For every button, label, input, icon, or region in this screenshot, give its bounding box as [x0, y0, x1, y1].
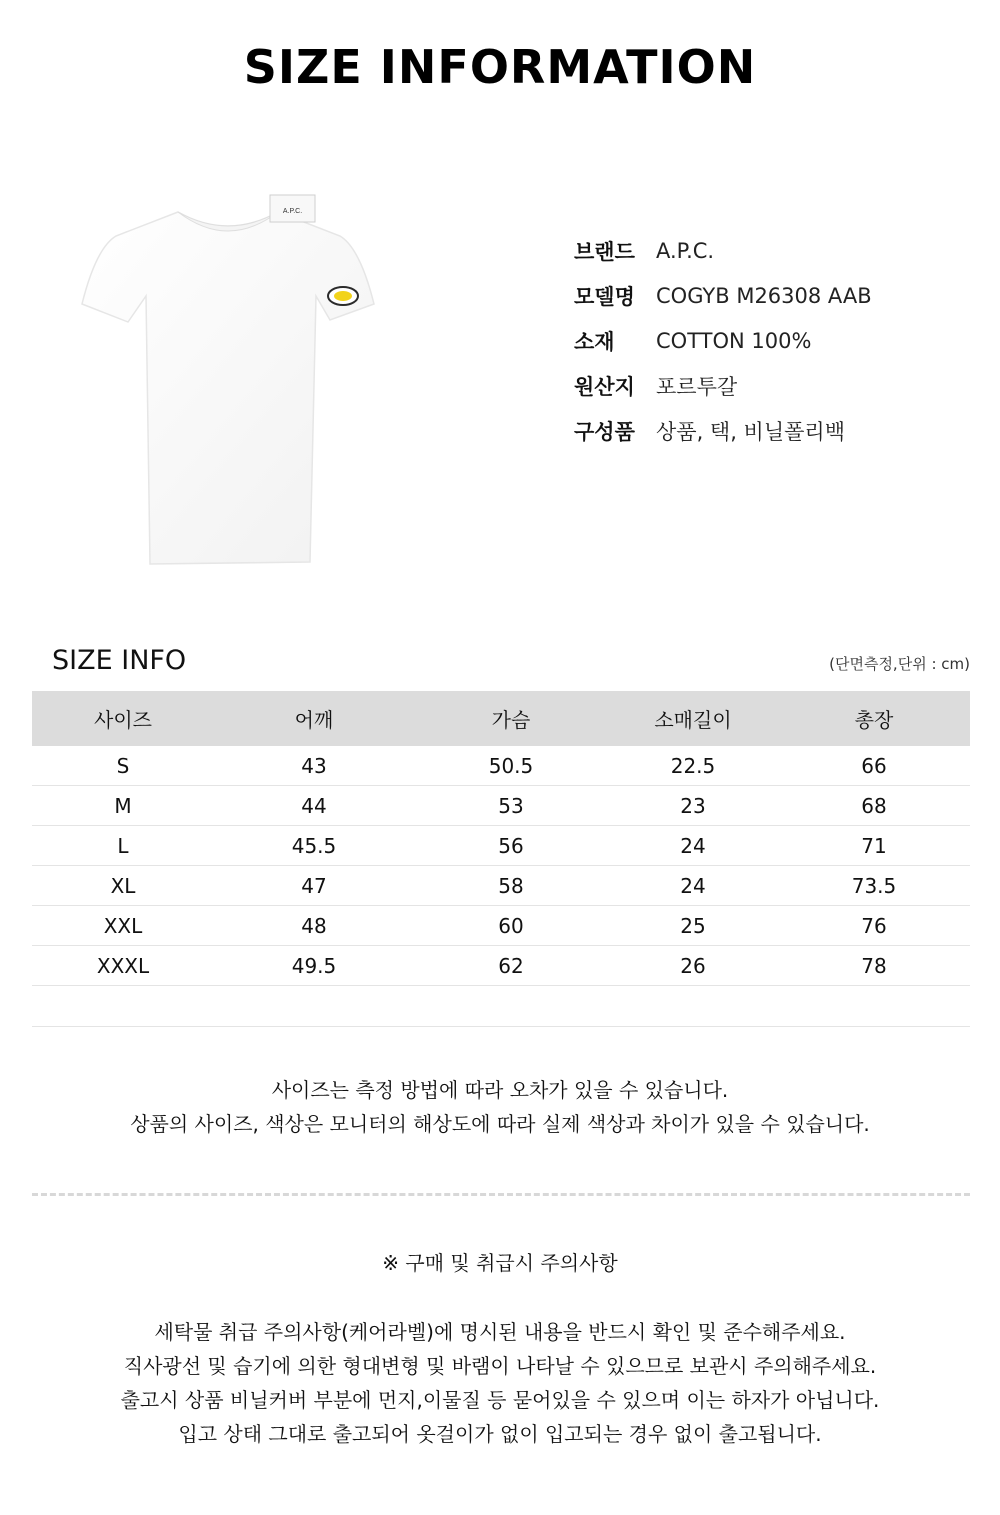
info-value: 포르투갈 — [656, 374, 738, 399]
table-cell: 68 — [778, 786, 970, 826]
care-line: 출고시 상품 비닐커버 부분에 먼지,이물질 등 묻어있을 수 있으며 이는 하자가 아닙니다. — [120, 1388, 880, 1412]
header-chest: 가슴 — [414, 691, 608, 746]
tshirt-product-image — [78, 192, 378, 572]
header-length: 총장 — [778, 691, 970, 746]
table-cell: 23 — [608, 786, 778, 826]
table-cell: S — [32, 746, 214, 786]
table-bottom-divider — [32, 1026, 970, 1027]
info-row-material — [574, 318, 872, 363]
table-cell: 78 — [778, 946, 970, 986]
info-row-brand — [574, 228, 872, 273]
table-cell: XXL — [32, 906, 214, 946]
table-cell: 53 — [414, 786, 608, 826]
table-cell: 73.5 — [778, 866, 970, 906]
table-row — [32, 946, 970, 986]
info-value: COGYB M26308 AAB — [656, 283, 872, 308]
table-cell: 24 — [608, 866, 778, 906]
table-cell: 25 — [608, 906, 778, 946]
table-cell: 49.5 — [214, 946, 414, 986]
care-line: 입고 상태 그대로 출고되어 옷걸이가 없이 입고되는 경우 없이 출고됩니다. — [178, 1422, 822, 1446]
table-cell: 60 — [414, 906, 608, 946]
header-sleeve: 소매길이 — [608, 691, 778, 746]
table-cell: 62 — [414, 946, 608, 986]
table-cell: 50.5 — [414, 746, 608, 786]
table-cell: XXXL — [32, 946, 214, 986]
header-shoulder: 어깨 — [214, 691, 414, 746]
table-cell: 43 — [214, 746, 414, 786]
size-notice — [0, 1073, 1000, 1141]
table-row — [32, 866, 970, 906]
table-cell: 48 — [214, 906, 414, 946]
table-cell: 47 — [214, 866, 414, 906]
table-cell: 45.5 — [214, 826, 414, 866]
care-line: 직사광선 및 습기에 의한 형대변형 및 바램이 나타날 수 있으므로 보관시 주의해주세요. — [123, 1354, 877, 1378]
care-line: 세탁물 취급 주의사항(케어라벨)에 명시된 내용을 반드시 확인 및 준수해주세요. — [154, 1320, 846, 1344]
size-info-title: SIZE INFO — [52, 645, 187, 676]
size-table-header — [32, 691, 970, 746]
table-cell: 56 — [414, 826, 608, 866]
info-row-components — [574, 408, 872, 453]
table-cell: XL — [32, 866, 214, 906]
product-info-list — [574, 228, 872, 453]
page-title: SIZE INFORMATION — [243, 40, 757, 94]
table-cell: 24 — [608, 826, 778, 866]
table-cell: 76 — [778, 906, 970, 946]
neck-label-text: A.P.C. — [282, 208, 303, 215]
dashed-divider — [32, 1193, 970, 1196]
tshirt-body — [82, 212, 374, 564]
table-row — [32, 826, 970, 866]
info-label: 소재 — [574, 329, 615, 354]
table-row — [32, 786, 970, 826]
info-label: 브랜드 — [574, 239, 635, 264]
info-value: COTTON 100% — [656, 328, 812, 353]
info-row-origin — [574, 363, 872, 408]
table-row — [32, 906, 970, 946]
unit-note: (단면측정,단위 : cm) — [829, 655, 970, 673]
table-cell: 26 — [608, 946, 778, 986]
info-label: 모델명 — [574, 284, 635, 309]
table-cell: 44 — [214, 786, 414, 826]
table-cell: 71 — [778, 826, 970, 866]
care-notice — [0, 1315, 1000, 1451]
table-cell: M — [32, 786, 214, 826]
notice-line: 사이즈는 측정 방법에 따라 오차가 있을 수 있습니다. — [271, 1078, 729, 1102]
info-label: 구성품 — [574, 419, 635, 444]
info-value: 상품, 택, 비닐폴리백 — [656, 419, 845, 444]
table-cell: 22.5 — [608, 746, 778, 786]
notice-line: 상품의 사이즈, 색상은 모니터의 해상도에 따라 실제 색상과 차이가 있을 수 있습니다. — [130, 1112, 870, 1136]
table-cell: 66 — [778, 746, 970, 786]
info-value: A.P.C. — [656, 238, 715, 263]
info-row-model — [574, 273, 872, 318]
care-notice-title: ※ 구매 및 취급시 주의사항 — [382, 1251, 618, 1275]
size-table — [32, 691, 970, 986]
header-size: 사이즈 — [32, 691, 214, 746]
table-cell: 58 — [414, 866, 608, 906]
table-row — [32, 746, 970, 786]
info-label: 원산지 — [574, 374, 635, 399]
patch-character-icon — [334, 291, 352, 301]
table-cell: L — [32, 826, 214, 866]
